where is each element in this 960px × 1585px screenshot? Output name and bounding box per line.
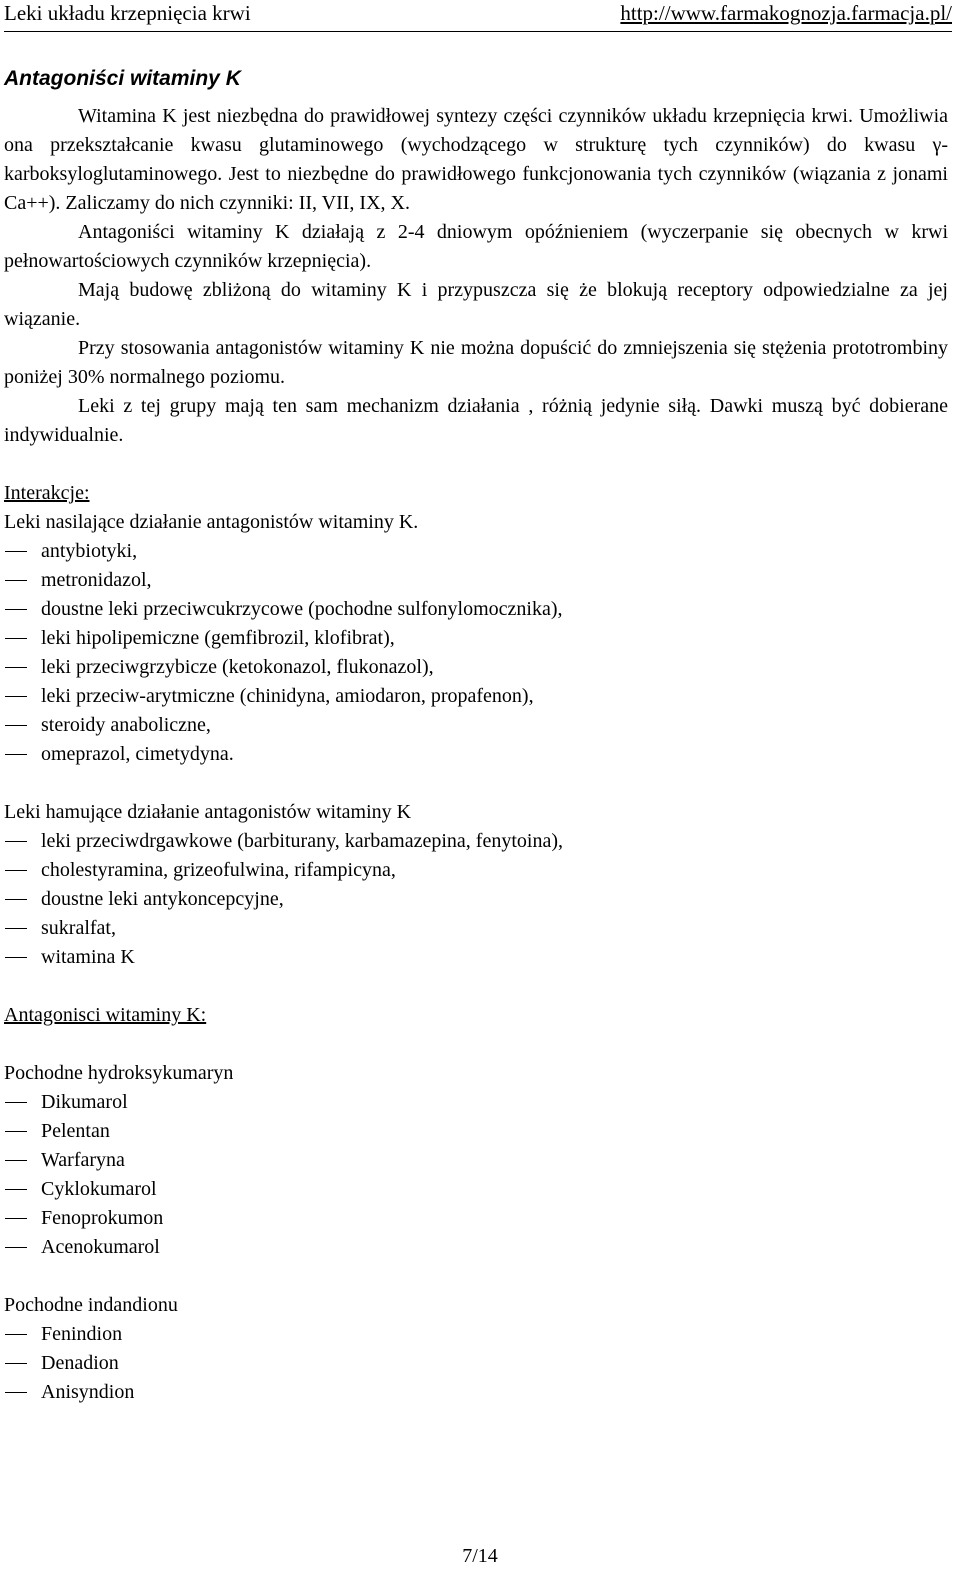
list-item: leki przeciwgrzybicze (ketokonazol, flukonazol),	[4, 653, 948, 682]
dash-icon	[5, 1334, 27, 1335]
dash-icon	[5, 928, 27, 929]
dash-icon	[5, 1392, 27, 1393]
list-item: doustne leki antykoncepcyjne,	[4, 885, 948, 914]
dash-icon	[5, 609, 27, 610]
list-item: doustne leki przeciwcukrzycowe (pochodne sulfonylomocznika),	[4, 595, 948, 624]
dash-icon	[5, 1131, 27, 1132]
list-item: witamina K	[4, 943, 948, 972]
dash-icon	[5, 580, 27, 581]
enhancing-heading: Leki nasilające działanie antagonistów witaminy K.	[4, 511, 419, 533]
list-item: metronidazol,	[4, 566, 948, 595]
list-item: Pelentan	[4, 1117, 948, 1146]
spacer	[4, 769, 948, 798]
dash-icon	[5, 1363, 27, 1364]
paragraph-structure: Mają budowę zbliżoną do witaminy K i przypuszcza się że blokują receptory odpowiedzialne za jej wiązanie.	[4, 279, 948, 330]
list-item: Dikumarol	[4, 1088, 948, 1117]
inhibiting-list	[4, 827, 948, 972]
dash-icon	[5, 870, 27, 871]
inhibiting-heading: Leki hamujące działanie antagonistów witaminy K	[4, 801, 412, 823]
list-item: Denadion	[4, 1349, 948, 1378]
list-item: Anisyndion	[4, 1378, 948, 1407]
list-item: Cyklokumarol	[4, 1175, 948, 1204]
dash-icon	[5, 725, 27, 726]
indandiones-heading: Pochodne indandionu	[4, 1294, 178, 1316]
paragraph-prothrombin: Przy stosowania antagonistów witaminy K nie można dopuścić do zmniejszenia się stężenia prototrombiny poniżej 30% normalnego poziomu.	[4, 337, 948, 388]
page-number: 7/14	[462, 1545, 498, 1567]
spacer	[4, 1262, 948, 1291]
antagonists-heading: Antagonisci witaminy K:	[4, 1004, 207, 1026]
dash-icon	[5, 899, 27, 900]
page-header	[4, 0, 952, 31]
list-item: steroidy anaboliczne,	[4, 711, 948, 740]
indandiones-list	[4, 1320, 948, 1407]
list-item: sukralfat,	[4, 914, 948, 943]
list-item: leki przeciw-arytmiczne (chinidyna, amiodaron, propafenon),	[4, 682, 948, 711]
dash-icon	[5, 638, 27, 639]
dash-icon	[5, 1218, 27, 1219]
dash-icon	[5, 1247, 27, 1248]
hydroxycoumarins-list	[4, 1088, 948, 1262]
dash-icon	[5, 1189, 27, 1190]
dash-icon	[5, 957, 27, 958]
paragraph-onset: Antagoniści witaminy K działają z 2-4 dniowym opóźnieniem (wyczerpanie się obecnych w krwi pełnowartościowych czynników krzepnięcia).	[4, 221, 948, 272]
hydroxycoumarins-heading: Pochodne hydroksykumaryn	[4, 1062, 234, 1084]
list-item: leki przeciwdrgawkowe (barbiturany, karbamazepina, fenytoina),	[4, 827, 948, 856]
list-item: Fenindion	[4, 1320, 948, 1349]
enhancing-list	[4, 537, 948, 769]
header-divider	[4, 31, 952, 32]
interactions-heading: Interakcje:	[4, 482, 90, 504]
section-title: Antagoniści witaminy K	[4, 67, 241, 90]
list-item: leki hipolipemiczne (gemfibrozil, klofibrat),	[4, 624, 948, 653]
list-item: Warfaryna	[4, 1146, 948, 1175]
header-url-link[interactable]: http://www.farmakognozja.farmacja.pl/	[620, 1, 952, 25]
list-item: antybiotyki,	[4, 537, 948, 566]
spacer	[4, 450, 948, 479]
dash-icon	[5, 551, 27, 552]
spacer	[4, 1030, 948, 1059]
paragraph-intro: Witamina K jest niezbędna do prawidłowej syntezy części czynników układu krzepnięcia krwi. Umożliwia ona przekształcanie kwasu glutaminowego (wychodzącego w strukturę tych czynników) do kwasu γ-karboksyloglutaminowego. Jest to niezbędne do prawidłowego funkcjonowania tych czynników (wiązania z jonami Ca++). Zaliczamy do nich czynniki: II, VII, IX, X.	[4, 105, 948, 214]
dash-icon	[5, 754, 27, 755]
dash-icon	[5, 841, 27, 842]
list-item: omeprazol, cimetydyna.	[4, 740, 948, 769]
dash-icon	[5, 1102, 27, 1103]
main-content	[4, 102, 948, 1407]
header-title: Leki układu krzepnięcia krwi	[4, 1, 251, 25]
dash-icon	[5, 1160, 27, 1161]
dash-icon	[5, 667, 27, 668]
dash-icon	[5, 696, 27, 697]
paragraph-dosage: Leki z tej grupy mają ten sam mechanizm działania , różnią jedynie siłą. Dawki muszą być dobierane indywidualnie.	[4, 395, 948, 446]
list-item: Acenokumarol	[4, 1233, 948, 1262]
list-item: cholestyramina, grizeofulwina, rifampicyna,	[4, 856, 948, 885]
list-item: Fenoprokumon	[4, 1204, 948, 1233]
spacer	[4, 972, 948, 1001]
